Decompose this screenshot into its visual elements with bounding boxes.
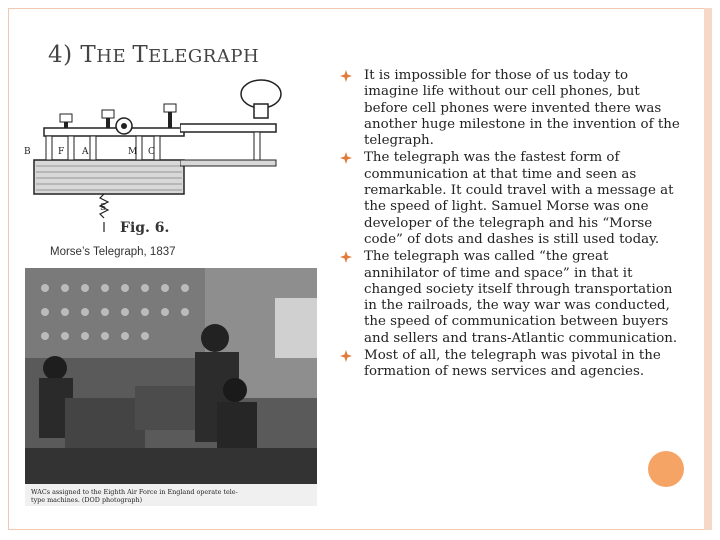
figure-label: Fig. 6. [120, 220, 170, 236]
bullet-item [340, 249, 680, 347]
telegraph-diagram [24, 86, 194, 246]
slide-edge-bar [704, 8, 712, 530]
bullet-list [340, 68, 680, 382]
bullet-item [340, 348, 680, 381]
telegraph-base-extension [180, 118, 280, 168]
figure-caption: Morse’s Telegraph, 1837 [50, 246, 176, 258]
cross-bullet-icon [340, 152, 352, 164]
cross-bullet-icon [340, 70, 352, 82]
cross-bullet-icon [340, 350, 352, 362]
bullet-text: It is impossible for those of us today to imagine life without our cell phones, but before cell phones were invented there was another huge milestone in the invention of the telegraph. [364, 68, 680, 149]
label-s: S [100, 203, 107, 213]
cross-bullet-icon [340, 251, 352, 263]
label-a: A [82, 147, 89, 157]
slide-title: 4) THE TELEGRAPH [48, 42, 260, 68]
label-b: B [24, 147, 31, 157]
label-m: M [128, 147, 138, 157]
bullet-text: The telegraph was called “the great annihilator of time and space” in that it changed society itself through transportation in the railroads, the way war was conducted, the speed of communication between buyers and sellers and trans-Atlantic communication. [364, 249, 678, 346]
photo-caption-line2: type machines. (DOD photograph) [31, 496, 143, 504]
label-c: C [148, 147, 155, 157]
bullet-item [340, 150, 680, 248]
label-f: F [58, 147, 65, 157]
photo-caption-line1: WACs assigned to the Eighth Air Force in England operate tele- [31, 488, 238, 496]
orange-circle [648, 451, 684, 487]
telegraph-key-knob [232, 74, 290, 124]
telegraph-operators-photo [25, 268, 317, 506]
bullet-text: The telegraph was the fastest form of communication at that time and seen as remarkable. It could travel with a message at the speed of light. Samuel Morse was one developer of the telegraph and his “Morse code” of dots and dashes is still used today. [364, 150, 674, 247]
bullet-text: Most of all, the telegraph was pivotal in the formation of news services and agencies. [364, 348, 661, 380]
bullet-item [340, 68, 680, 149]
